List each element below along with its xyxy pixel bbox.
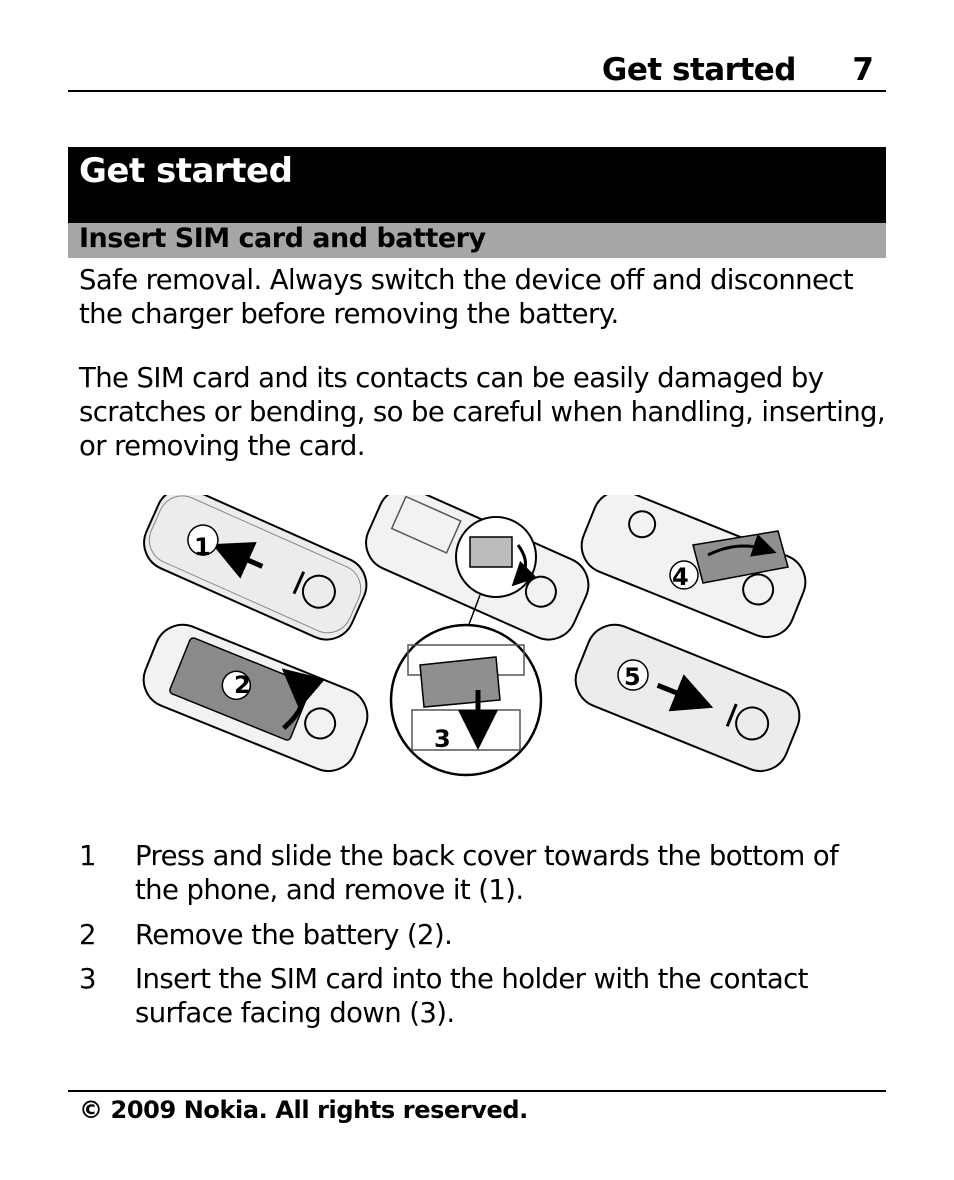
sim-care-paragraph: The SIM card and its contacts can be easily damaged by scratches or bending, so be careful when handling, inserting, or removing the card.: [79, 362, 886, 462]
figure-label-3: 3: [434, 725, 451, 753]
page-footer: [68, 1090, 886, 1124]
step-1: [79, 839, 889, 909]
running-header-title: Get started: [601, 52, 796, 88]
figure-label-5: 5: [624, 663, 641, 691]
safety-paragraph: Safe removal. Always switch the device off and disconnect the charger before removing the battery.: [79, 264, 854, 330]
figure-label-1: 1: [194, 533, 211, 561]
sim-insert-detail-illustration: [391, 625, 541, 775]
phone-step5-illustration: [567, 616, 807, 779]
step-number: 1: [79, 840, 96, 872]
step-text: Press and slide the back cover towards the bottom of the phone, and remove it (1).: [135, 840, 839, 906]
chapter-heading-bar: [68, 147, 886, 223]
section-heading-bar: [68, 223, 886, 258]
page-number: 7: [852, 52, 874, 88]
step-text: Remove the battery (2).: [135, 919, 453, 951]
step-number: 2: [79, 919, 96, 951]
step-3: [79, 962, 889, 1032]
chapter-title: Get started: [79, 151, 293, 191]
figure-label-4: 4: [672, 563, 689, 591]
step-text: Insert the SIM card into the holder with the contact surface facing down (3).: [135, 963, 808, 1029]
running-header: [68, 50, 886, 92]
sim-battery-illustration: [138, 495, 816, 785]
phone-step2-illustration: [138, 616, 376, 779]
figure-label-2: 2: [234, 671, 251, 699]
section-title: Insert SIM card and battery: [79, 223, 486, 254]
copyright-notice: © 2009 Nokia. All rights reserved.: [79, 1096, 528, 1124]
step-2: [79, 918, 889, 954]
step-number: 3: [79, 963, 96, 995]
